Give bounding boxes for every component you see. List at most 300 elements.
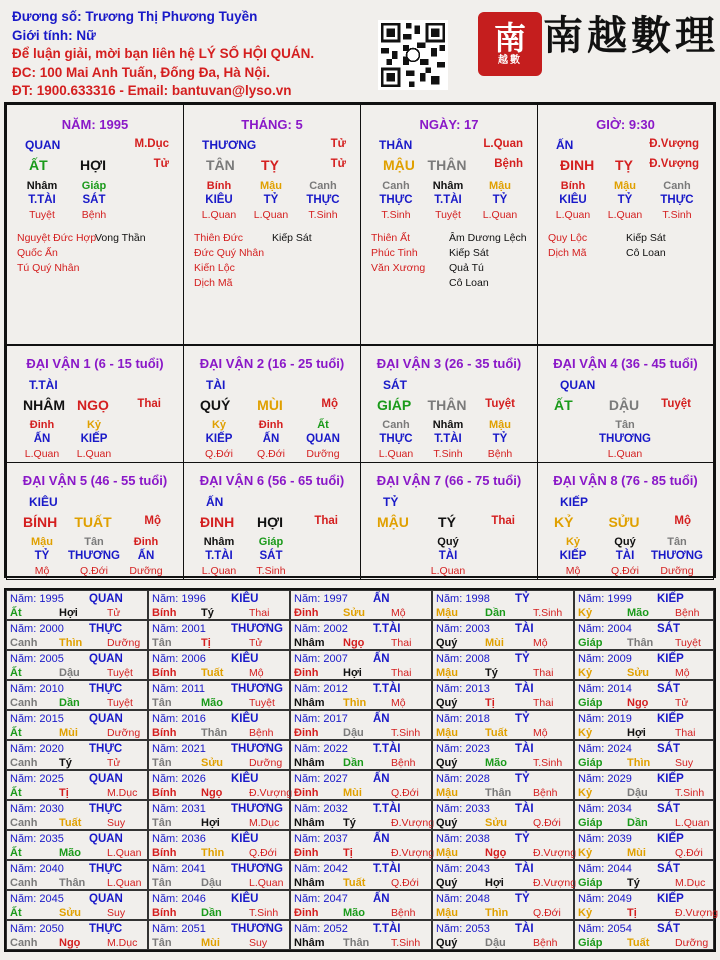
hidden-stem: Mậu — [614, 180, 636, 192]
dai-van-cell — [183, 462, 361, 580]
year-stem: Kỷ — [578, 907, 593, 919]
year-god: TÀI — [515, 863, 534, 875]
star-bad: Vong Thần — [95, 232, 146, 244]
year-god: THƯƠNG — [231, 923, 283, 935]
year-god: KIÊU — [231, 833, 259, 845]
hidden-stage: Mộ — [34, 565, 50, 577]
year-god: KIẾP — [657, 713, 684, 725]
year-god: TỶ — [515, 593, 530, 605]
year-god: T.TÀI — [373, 683, 401, 695]
year-god: KIẾP — [657, 593, 684, 605]
year-god: THƯƠNG — [231, 863, 283, 875]
year-stage: Suy — [675, 757, 694, 769]
hidden-god: TỶ — [34, 550, 50, 562]
year-label: Năm: 2023 — [436, 743, 490, 755]
year-cell — [6, 620, 148, 650]
pillar-cell — [537, 104, 714, 345]
pillar-stem: ẤT — [29, 157, 48, 173]
hidden-stage: Q.Đới — [257, 448, 285, 460]
hidden-stage: L.Quan — [430, 565, 466, 577]
year-stem: Ất — [10, 907, 22, 919]
dai-van-cell — [537, 345, 714, 463]
year-stage: Q.Đới — [675, 847, 703, 859]
year-god: KIÊU — [231, 713, 259, 725]
dai-van-stem: ẤT — [554, 397, 573, 413]
year-label: Năm: 1999 — [578, 593, 632, 605]
pillar-stem: MẬU — [383, 157, 415, 173]
hidden-stem: Mậu — [260, 180, 282, 192]
hidden-god: T.TÀI — [434, 433, 462, 445]
year-stem: Nhâm — [294, 817, 325, 829]
year-stage: T.Sinh — [249, 907, 279, 919]
year-stage: Mộ — [675, 667, 690, 679]
year-god: TÀI — [515, 923, 534, 935]
year-stage: Tuyệt — [675, 637, 701, 649]
year-stage: Q.Đới — [249, 847, 277, 859]
year-god: QUAN — [89, 593, 123, 605]
year-branch: Dần — [201, 907, 222, 919]
year-label: Năm: 2003 — [436, 623, 490, 635]
year-branch: Dần — [343, 757, 364, 769]
year-stage: L.Quan — [107, 847, 142, 859]
hidden-stem: Tân — [84, 536, 104, 548]
qr-code-icon — [378, 20, 448, 90]
dai-van-branch: TÝ — [438, 514, 456, 530]
year-god: THƯƠNG — [231, 743, 283, 755]
year-stem: Bính — [152, 847, 177, 859]
hidden-stem: Canh — [309, 180, 337, 192]
year-stage: Tử — [249, 637, 263, 649]
hidden-stem: Quý — [614, 536, 636, 548]
year-stage: Mộ — [391, 697, 406, 709]
year-god: TỶ — [515, 653, 530, 665]
hidden-stage: T.Sinh — [433, 448, 463, 460]
year-label: Năm: 2007 — [294, 653, 348, 665]
year-cell — [148, 920, 290, 950]
year-label: Năm: 2034 — [578, 803, 632, 815]
pillar-god-top: THÂN — [379, 138, 413, 152]
year-cell — [6, 680, 148, 710]
year-cell — [432, 860, 577, 890]
year-stem: Mậu — [436, 787, 458, 799]
star-bad: Kiếp Sát — [272, 232, 312, 244]
year-god: T.TÀI — [373, 923, 401, 935]
year-branch: Hợi — [627, 727, 646, 739]
year-god: KIẾP — [657, 833, 684, 845]
year-stage: Đ.Vượng — [533, 877, 577, 889]
year-label: Năm: 2008 — [436, 653, 490, 665]
hidden-god: TỶ — [617, 194, 633, 206]
year-stage: Tuyệt — [107, 667, 133, 679]
year-god: TỶ — [515, 833, 530, 845]
year-god: SÁT — [657, 863, 680, 875]
hidden-god: THỰC — [379, 194, 413, 206]
year-label: Năm: 2000 — [10, 623, 64, 635]
year-stem: Ất — [10, 847, 22, 859]
year-god: KIẾP — [657, 773, 684, 785]
pillar-cell — [6, 104, 184, 345]
hidden-stage: Mộ — [565, 565, 581, 577]
year-god: THƯƠNG — [231, 623, 283, 635]
hidden-stage: Q.Đới — [80, 565, 108, 577]
year-branch: Hợi — [59, 607, 78, 619]
hidden-stem: Quý — [437, 536, 459, 548]
year-branch: Thân — [485, 787, 512, 799]
year-stage: Thai — [533, 667, 554, 679]
year-label: Năm: 2044 — [578, 863, 632, 875]
year-stage: L.Quan — [675, 817, 710, 829]
year-stage: Mộ — [391, 607, 406, 619]
pillar-stage: Đ.Vượng — [649, 158, 699, 170]
year-label: Năm: 2036 — [152, 833, 206, 845]
year-branch: Tuất — [59, 817, 82, 829]
hidden-stage: Bệnh — [487, 448, 513, 460]
year-branch: Hợi — [343, 667, 362, 679]
year-branch: Tị — [201, 637, 211, 649]
year-label: Năm: 2052 — [294, 923, 348, 935]
year-stem: Kỷ — [578, 607, 593, 619]
year-branch: Mão — [343, 907, 365, 919]
hidden-stem: Ất — [317, 419, 329, 431]
dai-van-title: ĐẠI VẬN 3 (26 - 35 tuổi) — [376, 356, 522, 371]
year-label: Năm: 2013 — [436, 683, 490, 695]
hidden-god: ẤN — [33, 433, 51, 445]
hidden-stage: L.Quan — [253, 209, 289, 221]
hidden-god: T.TÀI — [434, 194, 462, 206]
hidden-god: THƯƠNG — [599, 433, 651, 445]
year-label: Năm: 2012 — [294, 683, 348, 695]
year-god: T.TÀI — [373, 743, 401, 755]
year-stage: Dưỡng — [107, 727, 141, 739]
year-label: Năm: 2054 — [578, 923, 632, 935]
year-branch: Thân — [201, 727, 228, 739]
year-branch: Tuất — [343, 877, 366, 889]
hidden-god: QUAN — [306, 433, 340, 445]
year-cell — [290, 620, 432, 650]
pillar-god-top-stage: M.Dục — [134, 138, 169, 150]
hidden-god: TÀI — [615, 550, 635, 562]
year-label: Năm: 2022 — [294, 743, 348, 755]
year-stem: Bính — [152, 607, 177, 619]
year-label: Năm: 2032 — [294, 803, 348, 815]
hidden-god: ẤN — [137, 550, 155, 562]
hidden-stem: Kỷ — [211, 419, 227, 431]
year-label: Năm: 2028 — [436, 773, 490, 785]
hidden-stage: L.Quan — [555, 209, 591, 221]
year-stem: Quý — [436, 757, 458, 769]
year-branch: Mão — [627, 607, 649, 619]
year-stem: Đinh — [294, 907, 319, 919]
year-god: KIẾP — [657, 653, 684, 665]
year-stem: Quý — [436, 877, 458, 889]
year-label: Năm: 2005 — [10, 653, 64, 665]
pillar-god-top-stage: Tử — [330, 138, 346, 150]
year-cell — [432, 710, 574, 740]
year-branch: Thân — [343, 937, 370, 949]
year-branch: Dậu — [201, 877, 222, 889]
year-god: TÀI — [515, 803, 534, 815]
pillar-branch: HỢI — [80, 157, 106, 173]
star-good: Tú Quý Nhân — [17, 262, 80, 274]
year-stem: Giáp — [578, 697, 603, 709]
year-stage: Suy — [107, 907, 126, 919]
year-cell — [148, 890, 290, 920]
year-cell — [432, 890, 574, 920]
year-god: QUAN — [89, 833, 123, 845]
year-god: KIÊU — [231, 893, 259, 905]
star-good: Dịch Mã — [548, 247, 587, 259]
year-cell — [290, 770, 432, 800]
year-stem: Mậu — [436, 607, 458, 619]
year-label: Năm: 1997 — [294, 593, 348, 605]
year-label: Năm: 2030 — [10, 803, 64, 815]
year-god: THỰC — [89, 743, 123, 755]
year-stem: Canh — [10, 817, 38, 829]
year-cell — [290, 680, 432, 710]
year-branch: Thìn — [627, 757, 651, 769]
pillar-title: GIỜ: 9:30 — [596, 117, 655, 132]
year-branch: Tý — [343, 817, 356, 829]
hidden-god: THƯƠNG — [651, 550, 703, 562]
year-stem: Tân — [152, 877, 172, 889]
hidden-stage: Dưỡng — [306, 448, 340, 460]
year-branch: Dần — [59, 697, 80, 709]
dai-van-stem: NHÂM — [23, 397, 65, 413]
dai-van-title: ĐẠI VẬN 8 (76 - 85 tuổi) — [553, 473, 698, 488]
year-stage: T.Sinh — [391, 937, 421, 949]
year-god: KIÊU — [231, 593, 259, 605]
year-label: Năm: 2029 — [578, 773, 632, 785]
year-stage: Mộ — [533, 727, 548, 739]
year-god: QUAN — [89, 653, 123, 665]
pillar-stem: ĐINH — [560, 157, 595, 173]
year-cell — [148, 620, 290, 650]
hidden-stage: T.Sinh — [308, 209, 338, 221]
year-branch: Mùi — [59, 727, 78, 739]
pillar-branch: TỴ — [261, 157, 279, 173]
year-stage: Tử — [107, 607, 121, 619]
hidden-god: SÁT — [82, 194, 106, 206]
dai-van-branch: SỬU — [608, 514, 640, 530]
dai-van-title: ĐẠI VẬN 5 (46 - 55 tuổi) — [22, 473, 168, 488]
year-label: Năm: 2047 — [294, 893, 348, 905]
year-stem: Kỷ — [578, 667, 593, 679]
dai-van-stem: MẬU — [377, 514, 409, 530]
star-good: Kiến Lộc — [194, 262, 235, 274]
year-label: Năm: 2037 — [294, 833, 348, 845]
hidden-god: THỰC — [660, 194, 694, 206]
hidden-stage: T.Sinh — [381, 209, 411, 221]
year-branch: Tị — [343, 847, 353, 859]
year-label: Năm: 2045 — [10, 893, 64, 905]
year-stage: Bệnh — [675, 607, 700, 619]
year-cell — [148, 590, 290, 620]
year-branch: Mùi — [201, 937, 220, 949]
star-good: Phúc Tinh — [371, 247, 418, 259]
year-stage: M.Dục — [107, 787, 138, 799]
star-bad: Kiếp Sát — [626, 232, 666, 244]
year-god: QUAN — [89, 893, 123, 905]
year-branch: Mão — [485, 757, 507, 769]
hidden-stage: T.Sinh — [256, 565, 286, 577]
dai-van-god: KIẾP — [560, 495, 589, 509]
year-stage: Bệnh — [249, 727, 274, 739]
year-branch: Tị — [59, 787, 69, 799]
year-branch: Mão — [201, 697, 223, 709]
year-stem: Canh — [10, 937, 38, 949]
pillar-god-top: THƯƠNG — [202, 138, 257, 152]
year-stem: Kỷ — [578, 847, 593, 859]
year-label: Năm: 1995 — [10, 593, 64, 605]
year-stage: Dưỡng — [107, 637, 141, 649]
year-label: Năm: 2041 — [152, 863, 206, 875]
hidden-stage: Tuyệt — [29, 209, 55, 221]
year-god: THƯƠNG — [231, 803, 283, 815]
year-branch: Hợi — [201, 817, 220, 829]
year-branch: Sửu — [201, 757, 224, 769]
year-label: Năm: 2015 — [10, 713, 64, 725]
dai-van-title: ĐẠI VẬN 1 (6 - 15 tuổi) — [26, 356, 164, 371]
hidden-stem: Canh — [382, 419, 410, 431]
dai-van-cell — [183, 345, 361, 463]
year-label: Năm: 2042 — [294, 863, 348, 875]
year-cell — [574, 740, 714, 770]
year-stem: Tân — [152, 937, 172, 949]
hidden-stage: L.Quan — [482, 209, 518, 221]
year-branch: Hợi — [485, 877, 504, 889]
year-branch: Dậu — [485, 937, 506, 949]
year-cell — [574, 860, 714, 890]
year-stage: Bệnh — [533, 787, 558, 799]
year-label: Năm: 2025 — [10, 773, 64, 785]
year-branch: Tuất — [201, 667, 224, 679]
year-label: Năm: 2021 — [152, 743, 206, 755]
year-stem: Đinh — [294, 847, 319, 859]
hidden-stem: Đinh — [133, 536, 159, 548]
year-branch: Tý — [485, 667, 498, 679]
year-label: Năm: 2050 — [10, 923, 64, 935]
year-stage: T.Sinh — [675, 787, 705, 799]
year-god: TÀI — [515, 623, 534, 635]
year-stage: Q.Đới — [391, 877, 419, 889]
year-stage: Thai — [249, 607, 270, 619]
year-stage: Mộ — [249, 667, 264, 679]
year-cell — [432, 830, 577, 860]
year-god: KIẾP — [657, 893, 684, 905]
year-stem: Đinh — [294, 607, 319, 619]
year-stage: Đ.Vượng — [391, 847, 435, 859]
seal-logo: 南 越數 — [478, 12, 542, 76]
year-cell — [290, 920, 432, 950]
hidden-god: THƯƠNG — [68, 550, 120, 562]
year-stage: T.Sinh — [533, 607, 563, 619]
year-label: Năm: 2053 — [436, 923, 490, 935]
year-label: Năm: 2017 — [294, 713, 348, 725]
year-stem: Ất — [10, 727, 22, 739]
year-god: KIÊU — [231, 773, 259, 785]
year-cell — [6, 920, 148, 950]
dai-van-title: ĐẠI VẬN 2 (16 - 25 tuổi) — [199, 356, 345, 371]
year-branch: Dậu — [59, 667, 80, 679]
hidden-god: THỰC — [379, 433, 413, 445]
hidden-god: KIÊU — [559, 194, 587, 206]
hidden-stem: Giáp — [81, 180, 107, 192]
year-cell — [6, 710, 148, 740]
hidden-stage: L.Quan — [607, 209, 643, 221]
year-cell — [6, 890, 148, 920]
hidden-stem: Nhâm — [203, 536, 235, 548]
pillar-stage: Tử — [153, 158, 169, 170]
hidden-god: THỰC — [306, 194, 340, 206]
dai-van-stem: BÍNH — [23, 514, 58, 530]
year-stage: Đ.Vượng — [249, 787, 293, 799]
year-label: Năm: 2048 — [436, 893, 490, 905]
address: ĐC: 100 Mai Anh Tuấn, Đống Đa, Hà Nội. — [12, 64, 271, 80]
dai-van-branch: HỢI — [257, 514, 283, 530]
hidden-stem: Đinh — [29, 419, 55, 431]
hidden-stage: L.Quan — [201, 209, 237, 221]
year-cell — [290, 860, 432, 890]
pillar-stem: TÂN — [206, 157, 235, 173]
dai-van-god: TỶ — [383, 495, 399, 509]
dai-van-stage: Thai — [491, 515, 515, 527]
hidden-stem: Canh — [663, 180, 691, 192]
star-bad: Quả Tú — [449, 262, 484, 274]
year-stem: Giáp — [578, 817, 603, 829]
year-branch: Thìn — [343, 697, 367, 709]
year-stem: Nhâm — [294, 877, 325, 889]
hidden-stem: Nhâm — [26, 180, 58, 192]
year-god: KIÊU — [231, 653, 259, 665]
year-stage: M.Dục — [107, 937, 138, 949]
year-stem: Mậu — [436, 847, 458, 859]
year-cell — [6, 830, 148, 860]
year-stage: L.Quan — [249, 877, 284, 889]
hidden-stage: L.Quan — [378, 448, 414, 460]
year-god: THỰC — [89, 623, 123, 635]
dai-van-stem: KỶ — [554, 514, 574, 530]
dai-van-stage: Tuyệt — [661, 398, 691, 410]
year-cell — [574, 920, 714, 950]
year-label: Năm: 2014 — [578, 683, 632, 695]
hidden-stem: Nhâm — [432, 180, 464, 192]
year-god: SÁT — [657, 683, 680, 695]
year-stage: Thai — [533, 697, 554, 709]
header-info — [12, 8, 372, 101]
year-stem: Giáp — [578, 757, 603, 769]
year-cell — [290, 800, 435, 830]
hidden-stage: L.Quan — [607, 448, 643, 460]
year-label: Năm: 2018 — [436, 713, 490, 725]
year-label: Năm: 2016 — [152, 713, 206, 725]
year-branch: Ngọ — [59, 937, 81, 949]
year-stem: Tân — [152, 757, 172, 769]
year-cell — [148, 770, 293, 800]
year-cell — [432, 920, 574, 950]
star-good: Thiên Ất — [371, 232, 411, 244]
year-stem: Đinh — [294, 667, 319, 679]
hidden-stage: Q.Đới — [611, 565, 639, 577]
dai-van-cell — [6, 345, 184, 463]
year-cell — [290, 590, 432, 620]
hidden-stem: Canh — [382, 180, 410, 192]
hidden-god: T.TÀI — [28, 194, 56, 206]
year-stem: Ất — [10, 607, 22, 619]
year-label: Năm: 1996 — [152, 593, 206, 605]
year-stem: Quý — [436, 697, 458, 709]
year-stage: Dưỡng — [249, 757, 283, 769]
year-god: ẤN — [373, 593, 390, 605]
